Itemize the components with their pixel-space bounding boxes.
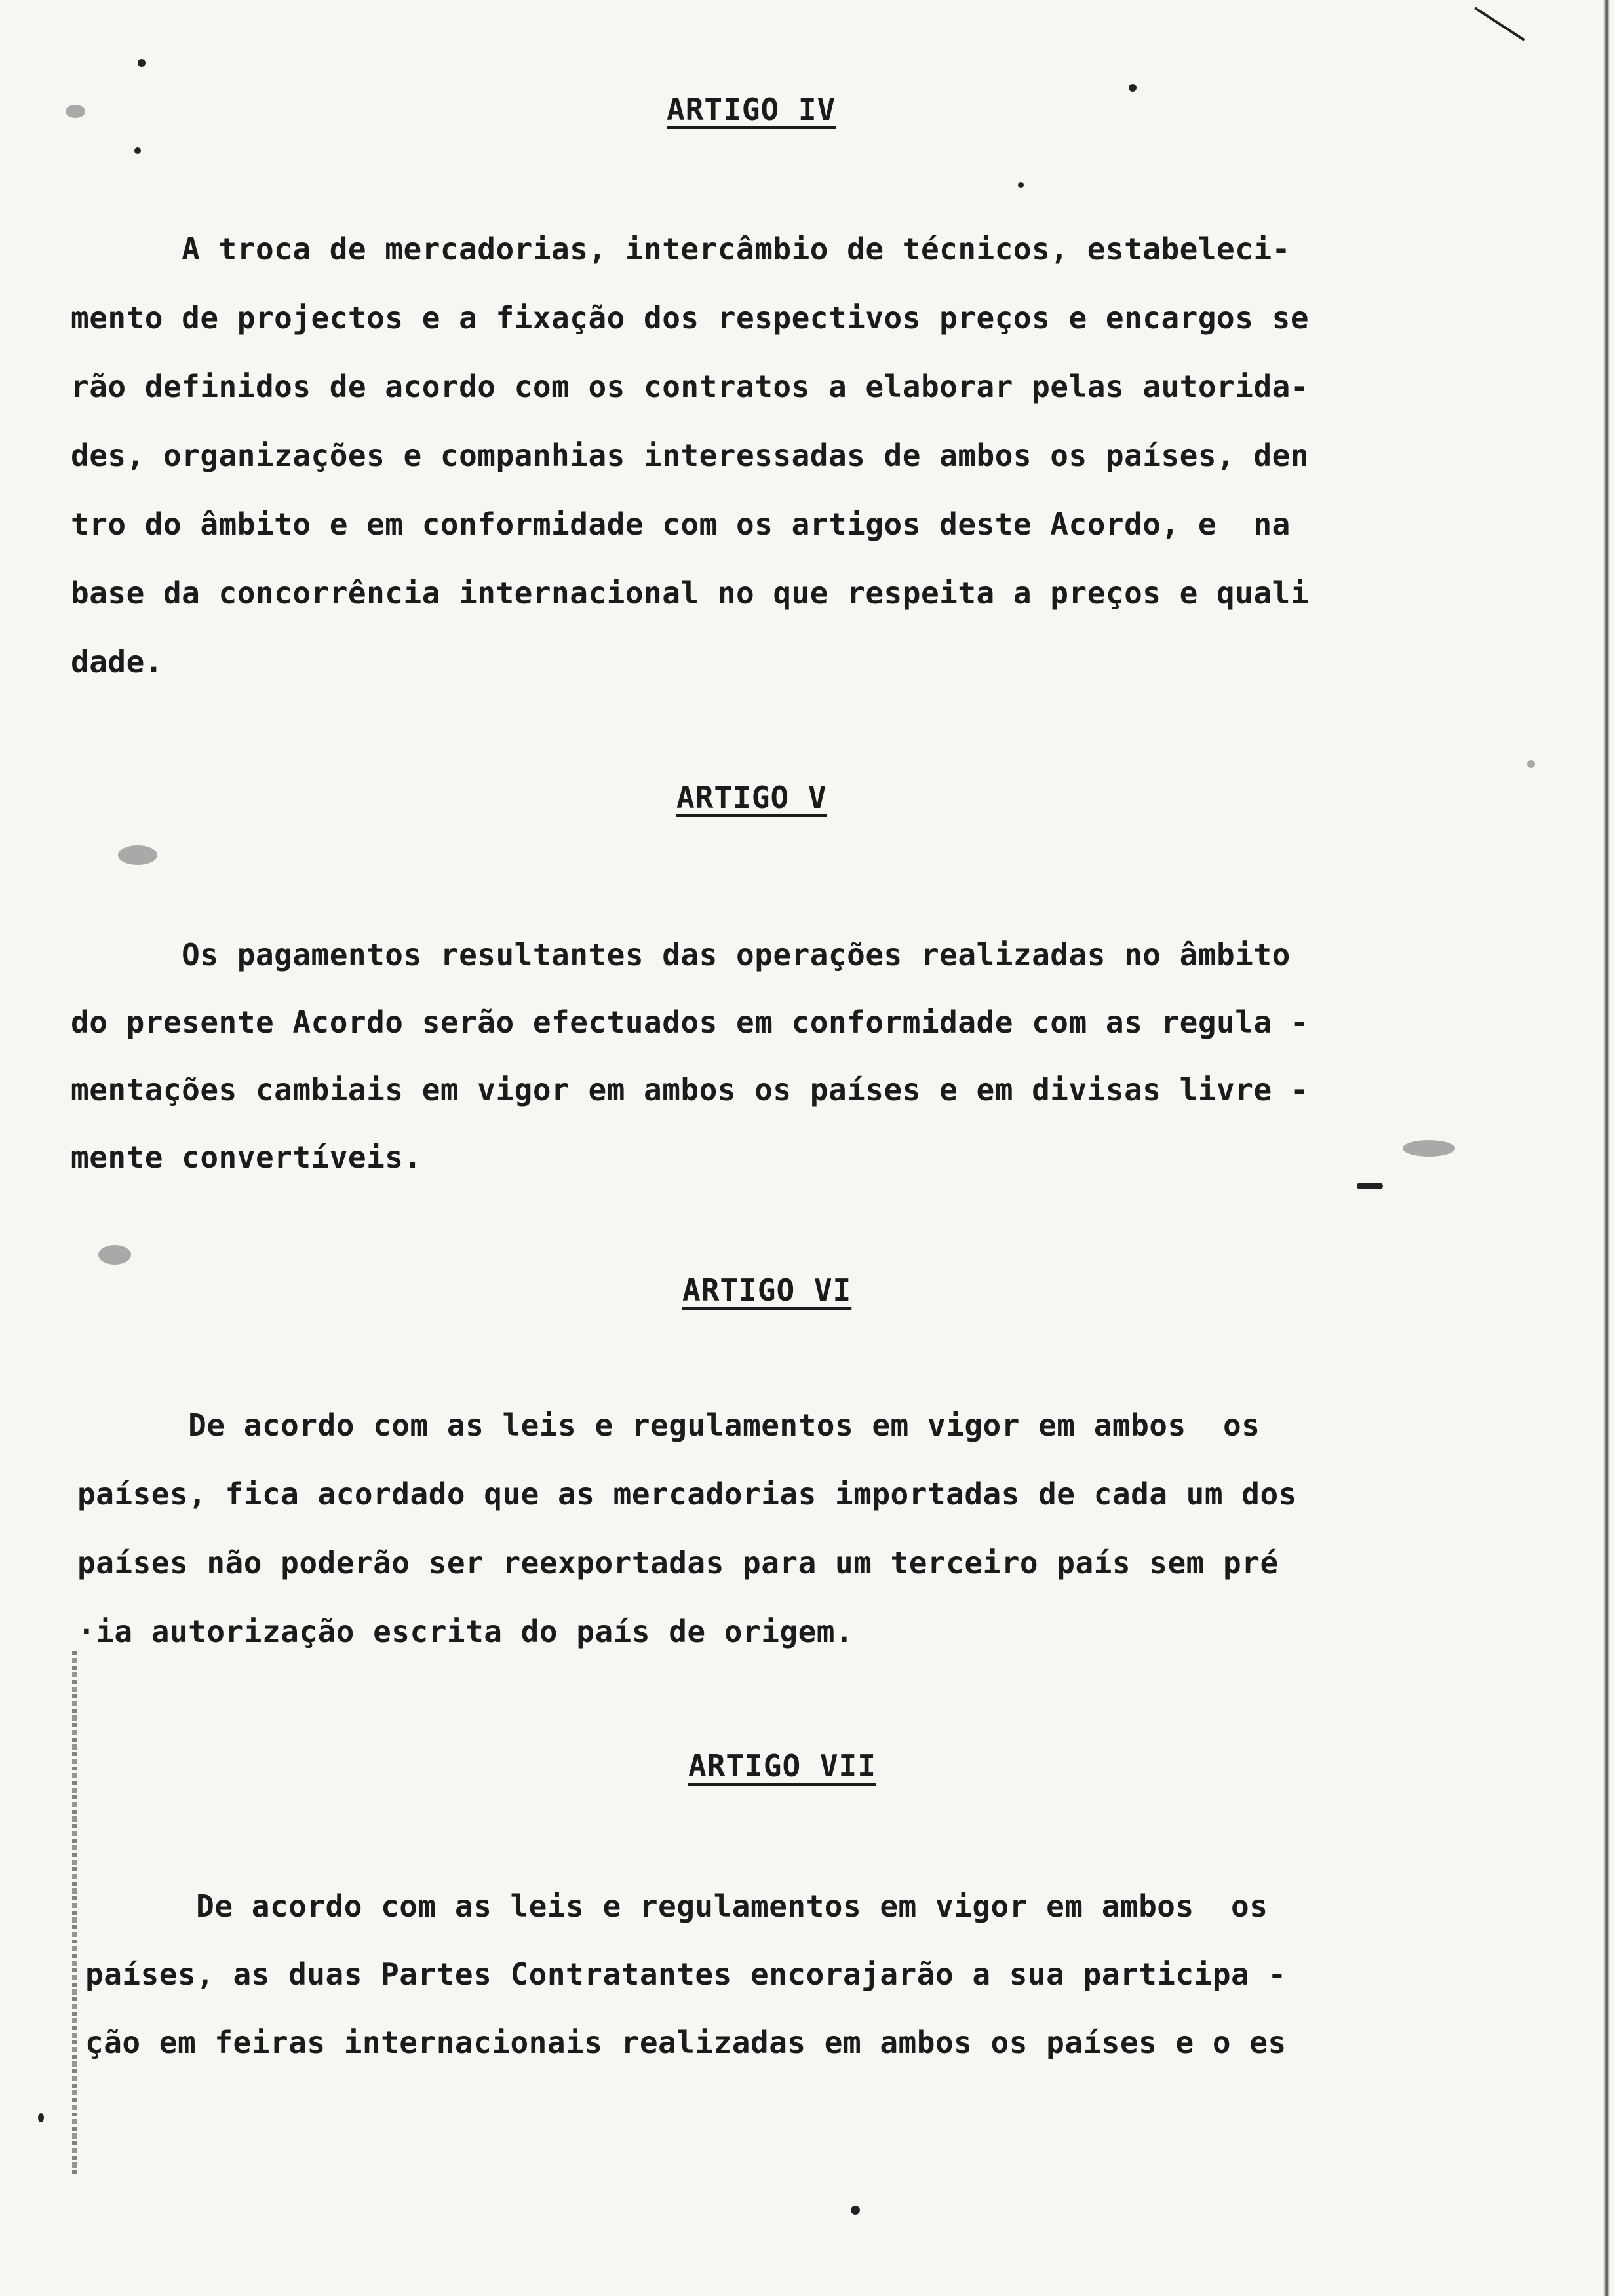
article-4-line: base da concorrência internacional no que respeita a preços e quali [71,575,1310,611]
scan-speck [98,1245,131,1265]
scan-speck [38,2113,44,2122]
scan-speck [1129,84,1137,92]
article-7-line: De acordo com as leis e regulamentos em vigor em ambos os [85,1888,1268,1924]
scan-speck [1357,1183,1383,1189]
article-6-line: países, fica acordado que as mercadorias importadas de cada um dos [77,1476,1297,1512]
scan-speck [66,105,85,118]
scan-speck [118,845,157,865]
article-6-line: ·ia autorização escrita do país de origem. [77,1614,854,1649]
scan-edge-left [72,1651,77,2175]
scan-speck [134,147,141,154]
article-4-line: rão definidos de acordo com os contratos a elaborar pelas autorida- [71,369,1310,404]
article-5-line: mentações cambiais em vigor em ambos os países e em divisas livre - [71,1072,1310,1107]
scan-edge-right [1603,0,1610,2296]
article-5-line: mente convertíveis. [71,1139,422,1175]
article-6-heading: ARTIGO VI [682,1272,852,1308]
article-5-heading: ARTIGO V [676,780,827,815]
article-5-line: Os pagamentos resultantes das operações realizadas no âmbito [71,937,1291,972]
article-4-line: mento de projectos e a fixação dos respectivos preços e encargos se [71,300,1310,335]
scan-mark-diagonal [1474,7,1525,41]
scan-speck [851,2206,860,2215]
article-6-line: De acordo com as leis e regulamentos em vigor em ambos os [77,1407,1260,1443]
article-7-line: ção em feiras internacionais realizadas em ambos os países e o es [85,2025,1287,2060]
scan-speck [1018,182,1024,188]
article-4-line: dade. [71,644,163,679]
scan-speck [1403,1140,1455,1157]
scan-speck [138,59,146,67]
article-4-line: tro do âmbito e em conformidade com os artigos deste Acordo, e na [71,507,1291,542]
article-5-line: do presente Acordo serão efectuados em conformidade com as regula - [71,1004,1310,1040]
scan-speck [1527,760,1535,768]
article-4-heading: ARTIGO IV [667,92,836,127]
article-7-heading: ARTIGO VII [688,1748,876,1784]
article-4-line: A troca de mercadorias, intercâmbio de técnicos, estabeleci- [71,231,1291,267]
article-4-line: des, organizações e companhias interessadas de ambos os países, den [71,438,1310,473]
article-6-line: países não poderão ser reexportadas para um terceiro país sem pré [77,1545,1279,1580]
article-7-line: países, as duas Partes Contratantes encorajarão a sua participa - [85,1957,1287,1992]
